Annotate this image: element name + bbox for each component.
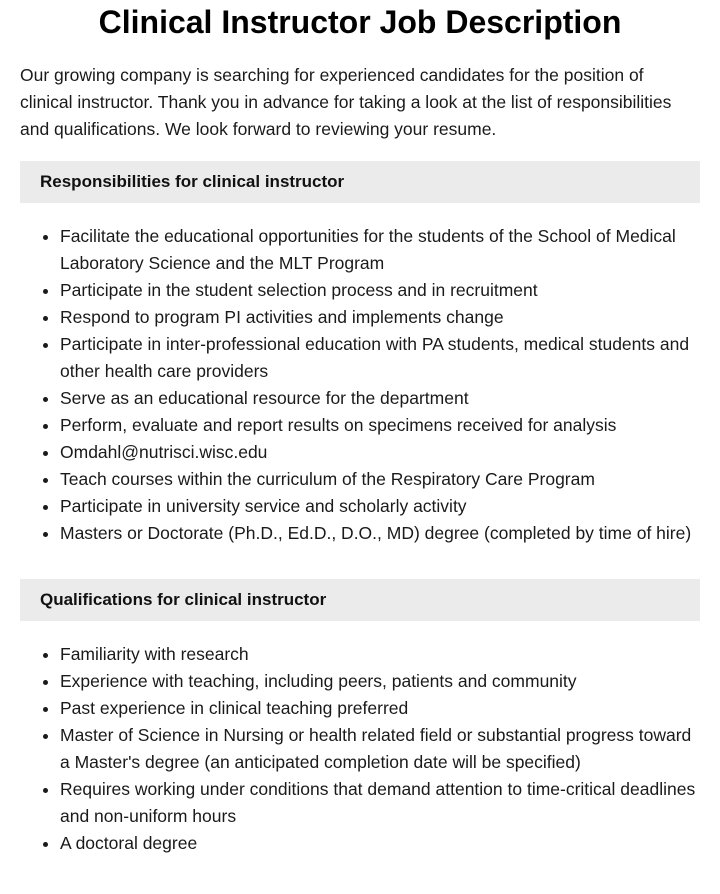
- intro-paragraph: Our growing company is searching for experienced candidates for the position of clinical instructor. Thank you in advance for taking a look at the list of responsibilities and qualifications. We look forward to reviewing your resume.: [20, 65, 672, 139]
- list-item: • Participate in the student selection process and in recruitment: [60, 277, 700, 304]
- list-item: • Past experience in clinical teaching preferred: [60, 695, 700, 722]
- list-item: • Requires working under conditions that demand attention to time-critical deadlines and non-uniform hours: [60, 776, 700, 830]
- list-item: • Respond to program PI activities and implements change: [60, 304, 700, 331]
- list-item: • Familiarity with research: [60, 641, 700, 668]
- list-item: • Master of Science in Nursing or health related field or substantial progress toward a Master's degree (an anticipated completion date will be specified): [60, 722, 700, 776]
- list-item: • Facilitate the educational opportunities for the students of the School of Medical Laboratory Science and the MLT Program: [60, 223, 700, 277]
- list-item: • Experience with teaching, including peers, patients and community: [60, 668, 700, 695]
- page-title: Clinical Instructor Job Description: [98, 4, 622, 40]
- list-item: • Participate in university service and scholarly activity: [60, 493, 700, 520]
- list-item: • Masters or Doctorate (Ph.D., Ed.D., D.O., MD) degree (completed by time of hire): [60, 520, 700, 547]
- list-item: • Omdahl@nutrisci.wisc.edu: [60, 439, 700, 466]
- list-item: • Participate in inter-professional education with PA students, medical students and other health care providers: [60, 331, 700, 385]
- list-item: • Teach courses within the curriculum of the Respiratory Care Program: [60, 466, 700, 493]
- responsibilities-list: [20, 223, 700, 547]
- qualifications-heading: Qualifications for clinical instructor: [20, 579, 700, 621]
- qualifications-list: [20, 641, 700, 857]
- list-item: • Serve as an educational resource for the department: [60, 385, 700, 412]
- list-item: • Perform, evaluate and report results on specimens received for analysis: [60, 412, 700, 439]
- responsibilities-heading: Responsibilities for clinical instructor: [20, 161, 700, 203]
- list-item: • A doctoral degree: [60, 830, 700, 857]
